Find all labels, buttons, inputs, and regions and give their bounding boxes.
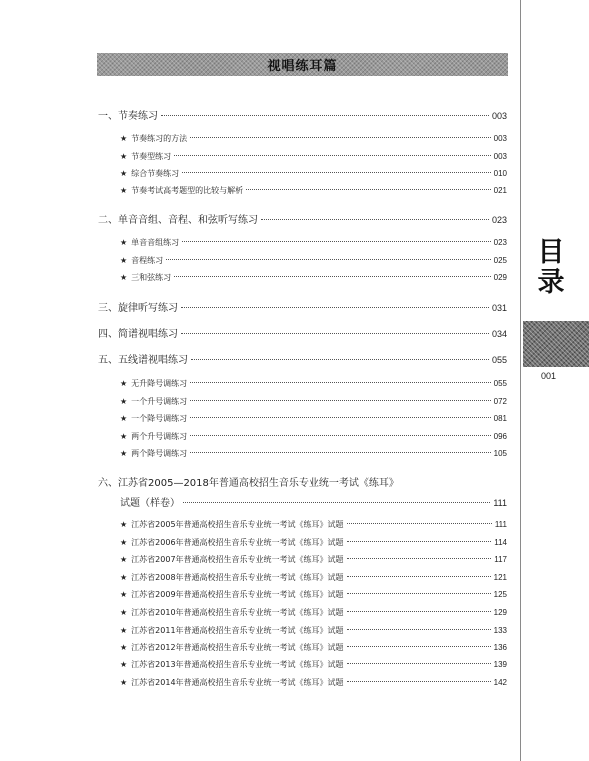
toc-item[interactable] <box>120 677 507 691</box>
star-icon: ★ <box>120 626 128 635</box>
toc-leader <box>347 611 491 612</box>
toc-page-number: 121 <box>493 573 507 582</box>
toc-section-exam-continued[interactable] <box>120 494 507 508</box>
toc-item[interactable] <box>120 659 507 673</box>
toc-item-title: 两个降号调练习 <box>131 449 188 458</box>
toc-section-title: 六、江苏省2005—2018年普通高校招生音乐专业统一考试《练耳》 <box>98 478 399 489</box>
contents-heading-char: 录 <box>537 267 565 298</box>
toc-item-title: 江苏省2012年普通高校招生音乐专业统一考试《练耳》试题 <box>131 643 344 652</box>
toc-leader <box>174 155 490 156</box>
toc-page-number: 133 <box>493 626 507 635</box>
toc-page-number: 125 <box>493 590 507 599</box>
toc-page-number: 010 <box>493 169 507 178</box>
star-icon: ★ <box>120 414 128 423</box>
star-icon: ★ <box>120 169 128 178</box>
star-icon: ★ <box>120 555 128 564</box>
star-icon: ★ <box>120 432 128 441</box>
toc-section-numbered-notation[interactable] <box>98 325 507 339</box>
star-icon: ★ <box>120 152 128 161</box>
toc-item-title: 三和弦练习 <box>131 273 172 282</box>
star-icon: ★ <box>120 590 128 599</box>
toc-item[interactable] <box>120 519 507 533</box>
toc-page-number: 031 <box>491 303 507 313</box>
section-banner <box>97 53 508 76</box>
toc-leader <box>190 417 490 418</box>
toc-page-number: 111 <box>494 520 507 529</box>
toc-leader <box>347 576 491 577</box>
toc-page-number: 111 <box>493 498 507 508</box>
toc-item-title: 无升降号调练习 <box>131 379 188 388</box>
star-icon: ★ <box>120 538 128 547</box>
toc-item-title: 两个升号调练习 <box>131 432 188 441</box>
toc-leader <box>181 333 489 334</box>
toc-item-title: 江苏省2007年普通高校招生音乐专业统一考试《练耳》试题 <box>131 555 344 564</box>
toc-page-number: 025 <box>493 256 507 265</box>
toc-page-number: 003 <box>493 152 507 161</box>
toc-page-number: 034 <box>491 329 507 339</box>
toc-leader <box>190 435 490 436</box>
star-icon: ★ <box>120 678 128 687</box>
toc-page-number: 072 <box>493 397 507 406</box>
toc-leader <box>181 307 489 308</box>
toc-item[interactable] <box>120 431 507 445</box>
star-icon: ★ <box>120 449 128 458</box>
decorative-pattern-block <box>523 321 589 367</box>
toc-item-title: 江苏省2014年普通高校招生音乐专业统一考试《练耳》试题 <box>131 678 344 687</box>
toc-page-number: 117 <box>494 555 507 564</box>
toc-section-melody[interactable] <box>98 299 507 313</box>
toc-leader <box>347 646 491 647</box>
toc-page-number: 096 <box>493 432 507 441</box>
toc-item-title: 一个降号调练习 <box>131 414 188 423</box>
toc-leader <box>190 137 490 138</box>
toc-item[interactable] <box>120 378 507 392</box>
toc-item[interactable] <box>120 396 507 410</box>
star-icon: ★ <box>120 608 128 617</box>
toc-item[interactable] <box>120 133 507 147</box>
toc-page-number: 105 <box>493 449 507 458</box>
toc-item-title: 江苏省2006年普通高校招生音乐专业统一考试《练耳》试题 <box>131 538 344 547</box>
toc-item-title: 节奏型练习 <box>131 152 172 161</box>
toc-leader <box>190 400 490 401</box>
contents-heading <box>523 238 579 298</box>
toc-item-title: 江苏省2013年普通高校招生音乐专业统一考试《练耳》试题 <box>131 660 344 669</box>
star-icon: ★ <box>120 660 128 669</box>
toc-item[interactable] <box>120 607 507 621</box>
toc-section-title: 二、单音音组、音程、和弦听写练习 <box>98 215 258 226</box>
toc-page-number: 114 <box>494 538 507 547</box>
toc-leader <box>174 276 490 277</box>
toc-page-number: 136 <box>493 643 507 652</box>
banner-title: 视唱练耳篇 <box>267 59 338 74</box>
toc-section-title: 一、节奏练习 <box>98 111 158 122</box>
toc-item[interactable] <box>120 185 507 199</box>
toc-page-number: 081 <box>493 414 507 423</box>
toc-item[interactable] <box>120 625 507 639</box>
toc-item-title: 单音音组练习 <box>131 238 180 247</box>
star-icon: ★ <box>120 397 128 406</box>
star-icon: ★ <box>120 256 128 265</box>
toc-page-number: 003 <box>493 134 507 143</box>
toc-leader <box>261 219 489 220</box>
toc-item[interactable] <box>120 272 507 286</box>
toc-leader <box>166 259 490 260</box>
toc-item-title: 节奏考试高考题型的比较与解析 <box>131 186 244 195</box>
toc-leader <box>347 593 491 594</box>
toc-item[interactable] <box>120 168 507 182</box>
toc-page-number: 023 <box>493 238 507 247</box>
toc-item-title: 江苏省2010年普通高校招生音乐专业统一考试《练耳》试题 <box>131 608 344 617</box>
toc-section-title: 三、旋律听写练习 <box>98 303 178 314</box>
toc-page-number: 021 <box>493 186 507 195</box>
toc-page-number: 055 <box>493 379 507 388</box>
toc-page-number: 055 <box>491 355 507 365</box>
toc-item[interactable] <box>120 554 507 568</box>
toc-section-title: 四、简谱视唱练习 <box>98 329 178 340</box>
toc-item[interactable] <box>120 255 507 269</box>
star-icon: ★ <box>120 379 128 388</box>
toc-item-title: 综合节奏练习 <box>131 169 180 178</box>
toc-section-dictation[interactable] <box>98 211 507 225</box>
toc-page-number: 029 <box>493 273 507 282</box>
toc-page-number: 139 <box>493 660 507 669</box>
toc-item[interactable] <box>120 237 507 251</box>
toc-leader <box>347 541 492 542</box>
toc-leader <box>347 558 492 559</box>
toc-section-staff-notation[interactable] <box>98 351 507 365</box>
toc-section-exam-title[interactable] <box>98 474 507 488</box>
toc-leader <box>347 663 491 664</box>
toc-item[interactable] <box>120 151 507 165</box>
toc-item[interactable] <box>120 642 507 656</box>
toc-leader <box>183 502 490 503</box>
star-icon: ★ <box>120 643 128 652</box>
toc-item[interactable] <box>120 572 507 586</box>
toc-leader <box>347 681 491 682</box>
toc-leader <box>190 382 490 383</box>
toc-page-number: 003 <box>491 111 507 121</box>
toc-item-title: 江苏省2005年普通高校招生音乐专业统一考试《练耳》试题 <box>131 520 344 529</box>
star-icon: ★ <box>120 573 128 582</box>
toc-page-number: 023 <box>491 215 507 225</box>
toc-item-title: 江苏省2011年普通高校招生音乐专业统一考试《练耳》试题 <box>131 626 344 635</box>
toc-item-title: 江苏省2009年普通高校招生音乐专业统一考试《练耳》试题 <box>131 590 344 599</box>
toc-leader <box>190 452 490 453</box>
toc-section-title: 五、五线谱视唱练习 <box>98 355 188 366</box>
toc-page-number: 142 <box>493 678 507 687</box>
star-icon: ★ <box>120 238 128 247</box>
contents-heading-char: 目 <box>537 237 565 268</box>
toc-item-title: 江苏省2008年普通高校招生音乐专业统一考试《练耳》试题 <box>131 573 344 582</box>
toc-leader <box>182 241 490 242</box>
star-icon: ★ <box>120 520 128 529</box>
toc-leader <box>347 629 491 630</box>
page-number: 001 <box>541 371 557 381</box>
toc-item-title: 节奏练习的方法 <box>131 134 188 143</box>
toc-item[interactable] <box>120 448 507 462</box>
toc-section-title-continued: 试题（样卷） <box>120 498 180 509</box>
toc-leader <box>246 189 490 190</box>
toc-leader <box>347 523 492 524</box>
toc-item-title: 一个升号调练习 <box>131 397 188 406</box>
toc-page-number: 129 <box>493 608 507 617</box>
toc-leader <box>161 115 489 116</box>
toc-item[interactable] <box>120 413 507 427</box>
star-icon: ★ <box>120 273 128 282</box>
toc-item[interactable] <box>120 589 507 603</box>
toc-item-title: 音程练习 <box>131 256 164 265</box>
star-icon: ★ <box>120 134 128 143</box>
toc-item[interactable] <box>120 537 507 551</box>
toc-leader <box>191 359 489 360</box>
toc-section-rhythm[interactable] <box>98 107 507 121</box>
star-icon: ★ <box>120 186 128 195</box>
toc-leader <box>182 172 490 173</box>
